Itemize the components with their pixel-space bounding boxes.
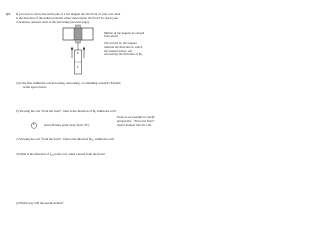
part-d-subscript: ind [50, 154, 54, 157]
part-b-example-text: (since B lines point away from "N") [44, 123, 90, 127]
magnet-north-label: N [76, 52, 79, 55]
question-line-1: If you were to move the north pole of a bar magnet into the front of your coil, what [16, 11, 121, 16]
question-line-2: is the direction of the induced current when viewed from the front? To reach your [16, 15, 119, 20]
into-page-x-mark: X [32, 123, 35, 126]
diagram-note-line-4-text: necessarily the direction of B [104, 52, 141, 57]
part-c-question [16, 138, 114, 142]
part-a-line-1: a) Is the flux within the coil increasing, decreasing, or remaining constant? Explain [16, 80, 121, 85]
part-c-prefix: c) Viewing the coil “from the front”, what is the direction B [16, 136, 92, 141]
from-the-front-emphasis: from the front [81, 15, 99, 20]
question-number: Q7. [6, 11, 11, 16]
part-b-prefix: b) Viewing the coil “from the front”, what is the direction of B [16, 108, 95, 113]
part-a-line-2: in the space below. [23, 84, 47, 89]
part-b-note-line-3: means lookout into the coil. [117, 122, 152, 127]
part-b-suffix: within the coil? [95, 108, 117, 113]
part-d-prefix: d) What is the direction of I [16, 152, 51, 156]
part-b-note-line-2: perspective. “From the front” [117, 118, 155, 123]
diagram-caption-line-1: Motion of the magnet as viewed [104, 30, 145, 35]
diagram-note-line-3: the magnet moves, not [104, 48, 133, 53]
part-d-suffix: in the coil, when viewed from the front? [53, 152, 105, 156]
part-e-question: e) Which way will the needle deflect? [16, 201, 64, 205]
part-c-suffix: within the coil? [93, 136, 115, 141]
diagram-note-subscript: b [140, 54, 142, 57]
diagram-caption-line-2: from above [104, 34, 119, 39]
part-c-subscript: ind [91, 139, 94, 141]
part-d-question [16, 153, 105, 157]
diagram-note-line-2: indicate the direction in which [104, 44, 143, 49]
question-line-3: conclusion, answers each of the following (see next page). [16, 19, 90, 24]
diagram-note-line-1: The arrows by the magnet [104, 41, 137, 45]
part-b-note-line-1: Done as an example to clarify [117, 115, 155, 119]
part-b-subscript: b [94, 111, 96, 113]
magnet-south-label: S [76, 65, 79, 69]
diagram-note-line-4: necessarily the direction of $B_b$. [104, 52, 143, 57]
